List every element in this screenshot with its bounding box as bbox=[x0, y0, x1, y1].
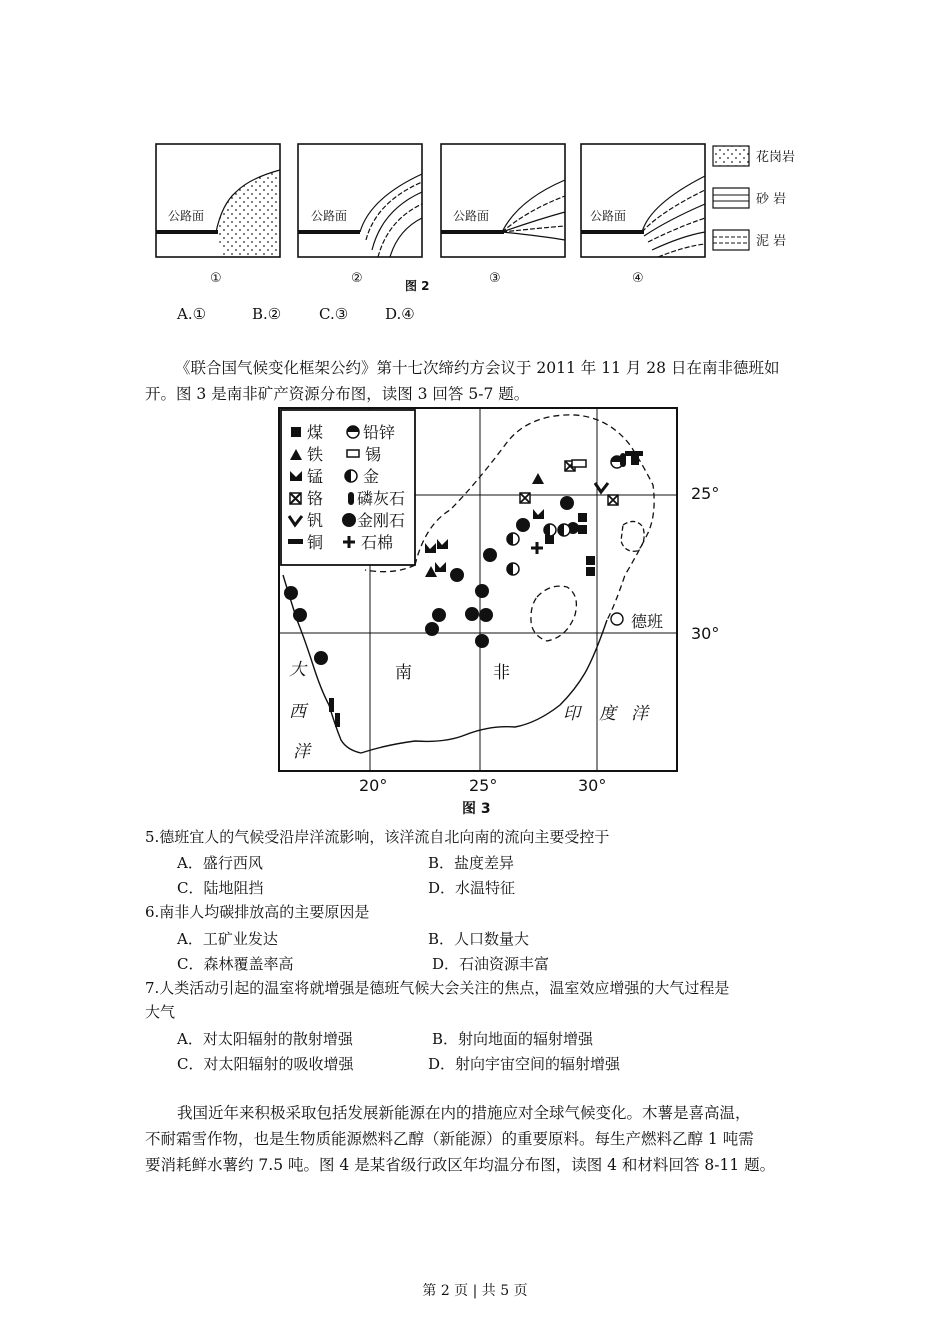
panel-num-1: ① bbox=[210, 271, 222, 286]
legend-asbestos: 石棉 bbox=[361, 533, 394, 552]
figure-2-rock-diagrams bbox=[150, 140, 810, 300]
label-atlantic-1: 大 bbox=[289, 660, 306, 680]
legend-tin: 锡 bbox=[365, 445, 382, 464]
legend-phosphate: 磷灰石 bbox=[357, 489, 406, 508]
lon-label-30: 30° bbox=[578, 776, 607, 795]
label-indian-1: 印 bbox=[563, 704, 580, 724]
figure-3-south-africa-map bbox=[275, 405, 745, 820]
legend-iron: 铁 bbox=[307, 445, 324, 464]
road-label-3: 公路面 bbox=[453, 209, 490, 223]
legend-sandstone: 砂 岩 bbox=[756, 192, 787, 207]
intro2-line3: 要消耗鲜水薯约 7.5 吨。图 4 是某省级行政区年均温分布图，读图 4 和材料回答 8-11 题。 bbox=[145, 1156, 776, 1174]
durban-marker bbox=[611, 613, 623, 625]
intro2-line1: 我国近年来积极采取包括发展新能源在内的措施应对全球气候变化。木薯是喜高温， bbox=[177, 1104, 751, 1122]
label-indian-2: 度 bbox=[599, 704, 616, 724]
q7-option-b: B．射向地面的辐射增强 bbox=[432, 1030, 594, 1048]
q5-option-d: D．水温特征 bbox=[428, 879, 516, 897]
intro-paragraph-1 bbox=[145, 355, 810, 407]
q4-option-c: C.③ bbox=[319, 305, 349, 323]
road-label-1: 公路面 bbox=[168, 209, 205, 223]
intro-paragraph-2 bbox=[145, 1100, 810, 1178]
panel-num-3: ③ bbox=[489, 271, 501, 286]
lon-label-20: 20° bbox=[359, 776, 388, 795]
page-footer: 第 2 页 | 共 5 页 bbox=[422, 1283, 528, 1299]
q4-option-b: B.② bbox=[252, 305, 282, 323]
q7-option-c: C．对太阳辐射的吸收增强 bbox=[177, 1055, 354, 1073]
fig2-legend bbox=[713, 146, 795, 250]
q7-stem-line2: 大气 bbox=[145, 1003, 176, 1021]
label-atlantic-2: 西 bbox=[289, 702, 306, 722]
q6-option-d: D．石油资源丰富 bbox=[432, 955, 550, 973]
legend-chromium: 铬 bbox=[307, 489, 324, 508]
q7-option-a: A．对太阳辐射的散射增强 bbox=[177, 1030, 353, 1048]
fig2-caption: 图 2 bbox=[405, 279, 430, 293]
q6-option-b: B．人口数量大 bbox=[428, 930, 530, 948]
label-indian-3: 洋 bbox=[631, 704, 648, 724]
label-atlantic-3: 洋 bbox=[293, 742, 310, 762]
q7-option-d: D．射向宇宙空间的辐射增强 bbox=[428, 1055, 621, 1073]
intro1-line1: 《联合国气候变化框架公约》第十七次缔约方会议于 2011 年 11 月 28 日在南非德班如 bbox=[175, 359, 780, 377]
q5-stem: 5.德班宜人的气候受沿岸洋流影响，该洋流自北向南的流向主要受控于 bbox=[145, 828, 610, 846]
lon-label-25: 25° bbox=[469, 776, 498, 795]
q4-option-a: A.① bbox=[177, 305, 207, 323]
q4-option-d: D.④ bbox=[385, 305, 415, 323]
panel-4 bbox=[581, 144, 705, 257]
q5-option-a: A．盛行西风 bbox=[177, 854, 263, 872]
q5-option-c: C．陆地阻挡 bbox=[177, 879, 264, 897]
panel-3 bbox=[441, 144, 565, 257]
q6-stem: 6.南非人均碳排放高的主要原因是 bbox=[145, 903, 370, 921]
road-label-4: 公路面 bbox=[590, 209, 627, 223]
intro2-line2: 不耐霜雪作物，也是生物质能源燃料乙醇（新能源）的重要原料。每生产燃料乙醇 1 吨需 bbox=[145, 1130, 754, 1148]
legend-vanadium: 钒 bbox=[307, 511, 324, 530]
legend-copper: 铜 bbox=[307, 533, 324, 552]
legend-lead-zinc: 铅锌 bbox=[363, 423, 396, 442]
durban-label: 德班 bbox=[631, 612, 664, 631]
panel-num-2: ② bbox=[351, 271, 363, 286]
legend-diamond: 金刚石 bbox=[357, 511, 406, 530]
fig3-caption: 图 3 bbox=[462, 801, 491, 817]
lat-label-25: 25° bbox=[691, 484, 720, 503]
intro1-line2: 开。图 3 是南非矿产资源分布图，读图 3 回答 5-7 题。 bbox=[145, 385, 530, 403]
legend-manganese: 锰 bbox=[307, 467, 324, 486]
road-label-2: 公路面 bbox=[311, 209, 348, 223]
label-africa: 非 bbox=[493, 663, 510, 683]
lat-label-30: 30° bbox=[691, 624, 720, 643]
panel-2 bbox=[298, 144, 422, 257]
legend-gold: 金 bbox=[363, 467, 380, 486]
q6-option-c: C．森林覆盖率高 bbox=[177, 955, 294, 973]
panel-num-4: ④ bbox=[632, 271, 644, 286]
q6-option-a: A．工矿业发达 bbox=[177, 930, 278, 948]
legend-mudstone: 泥 岩 bbox=[756, 234, 787, 249]
legend-coal: 煤 bbox=[307, 423, 324, 442]
legend-granite: 花岗岩 bbox=[756, 150, 796, 165]
panel-1 bbox=[156, 144, 280, 257]
q7-stem-line1: 7.人类活动引起的温室将就增强是德班气候大会关注的焦点，温室效应增强的大气过程是 bbox=[145, 979, 730, 997]
q5-option-b: B．盐度差异 bbox=[428, 854, 515, 872]
label-south: 南 bbox=[395, 663, 412, 683]
